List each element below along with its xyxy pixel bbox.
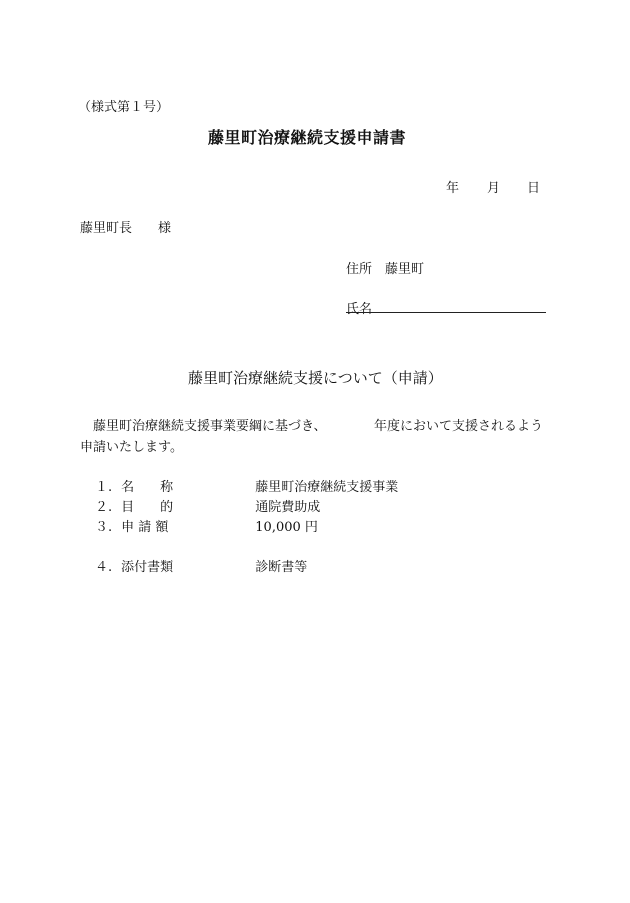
addressee: 藤里町長 様 [80, 221, 172, 236]
item-value: 10,000 円 [255, 520, 318, 535]
item-label: 添付書類 [121, 560, 174, 575]
name-signature-line [346, 312, 546, 313]
item-row-name [95, 476, 398, 495]
date-day-label: 日 [527, 181, 541, 196]
date-month-label: 月 [487, 181, 501, 196]
item-row-amount [95, 516, 318, 535]
form-number: （様式第１号） [78, 100, 170, 115]
item-value: 藤里町治療継続支援事業 [255, 480, 399, 495]
item-number: ３. [95, 520, 113, 535]
item-label: 申 請 額 [121, 520, 169, 535]
subject-heading: 藤里町治療継続支援について（申請） [188, 369, 443, 387]
item-value: 診断書等 [255, 560, 308, 575]
item-label: 名 称 [121, 480, 174, 495]
item-row-purpose [95, 496, 320, 515]
address-value: 藤里町 [385, 262, 425, 277]
item-number: ２. [95, 500, 113, 515]
item-number: ４. [95, 560, 113, 575]
body-text-line2: 申請いたします。 [80, 440, 183, 455]
item-row-attachments [95, 556, 307, 575]
body-text-part1: 藤里町治療継続支援事業要綱に基づき、 [93, 419, 327, 434]
name-label: 氏名 [346, 302, 373, 317]
item-value: 通院費助成 [255, 500, 321, 515]
item-number: １. [95, 480, 113, 495]
document-title: 藤里町治療継続支援申請書 [208, 128, 407, 147]
item-label: 目 的 [121, 500, 174, 515]
body-text-part2: 年度において支援されるよう [374, 419, 544, 434]
date-year-label: 年 [446, 181, 460, 196]
address-label: 住所 [346, 262, 373, 277]
